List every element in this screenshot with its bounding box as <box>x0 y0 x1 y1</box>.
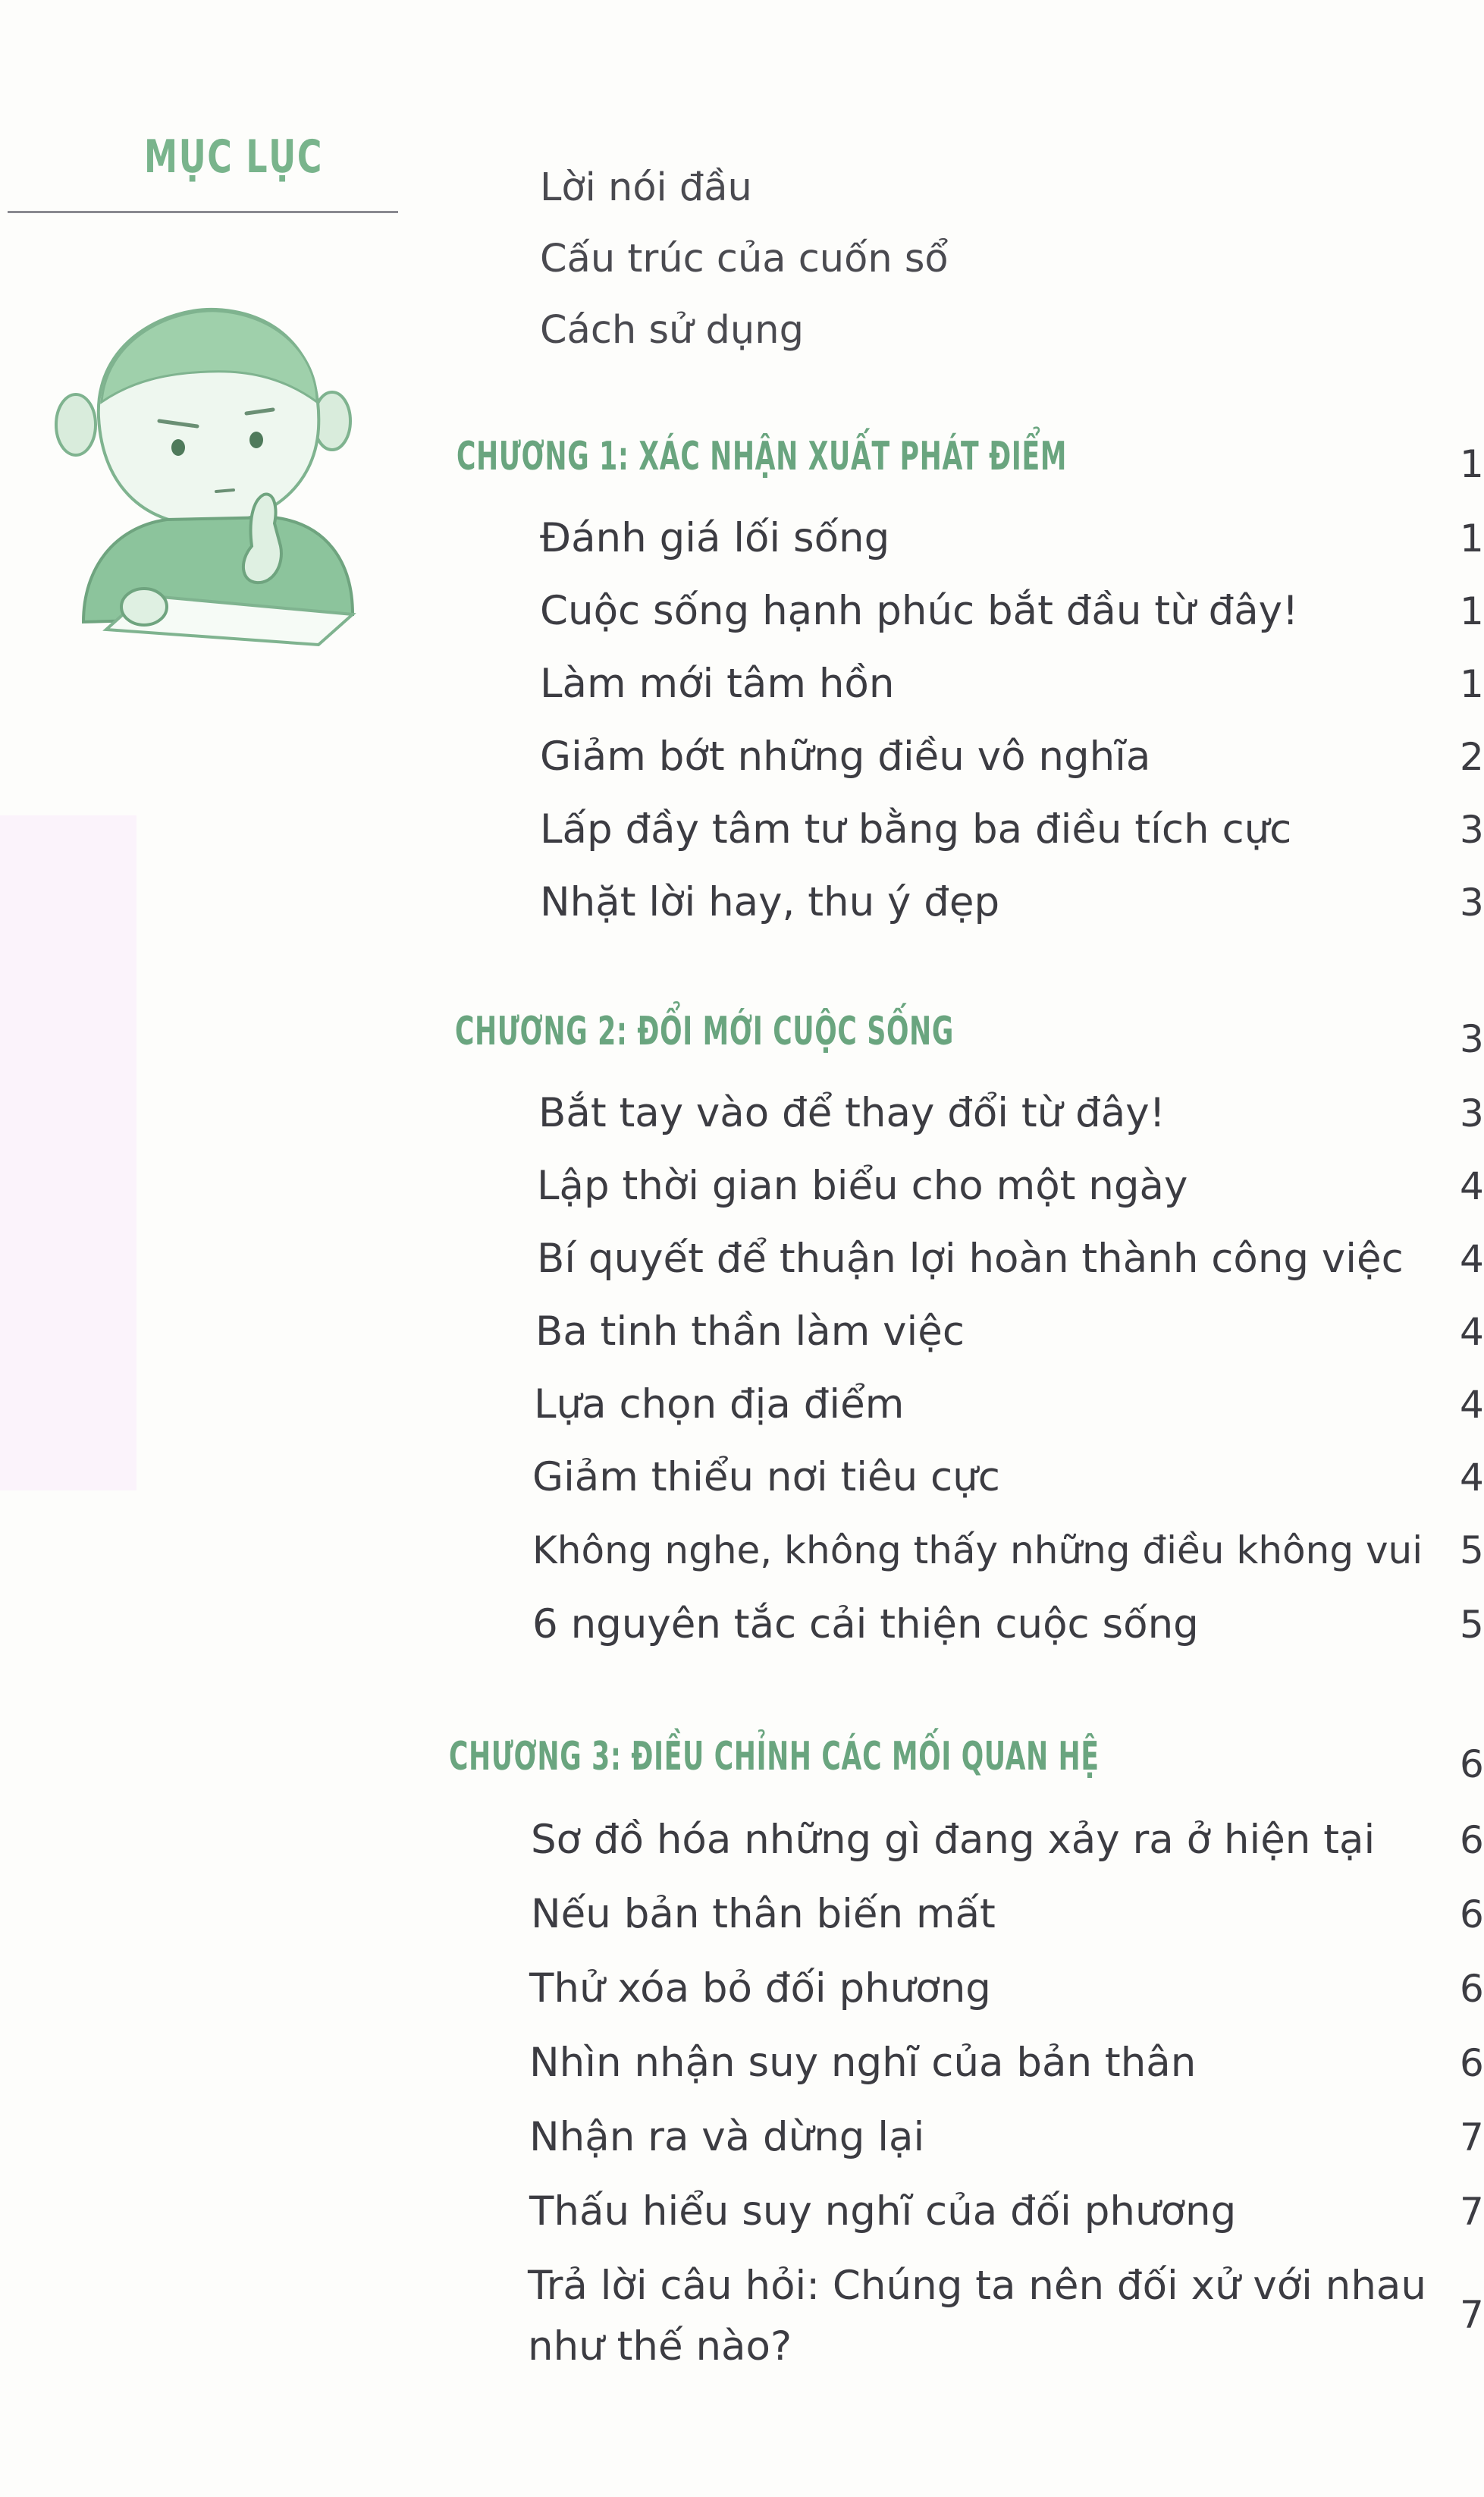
toc-entry[interactable]: Không nghe, không thấy những điều không vui <box>532 1528 1423 1572</box>
toc-entry[interactable]: Bắt tay vào để thay đổi từ đây! <box>538 1090 1166 1136</box>
toc-entry-page: 6 <box>1460 1967 1484 2011</box>
toc-entry[interactable]: Bí quyết để thuận lợi hoàn thành công việc <box>537 1236 1404 1282</box>
toc-entry[interactable]: Lấp đầy tâm tư bằng ba điều tích cực <box>540 806 1292 853</box>
chapter-3-page: 6 <box>1460 1742 1484 1786</box>
toc-title: MỤC LỤC <box>144 130 323 184</box>
toc-entry[interactable]: Thấu hiểu suy nghĩ của đối phương <box>529 2188 1237 2235</box>
chapter-2-heading[interactable]: CHƯƠNG 2: ĐỔI MỚI CUỘC SỐNG <box>455 1009 955 1054</box>
toc-entry[interactable]: Trả lời câu hỏi: Chúng ta nên đối xử với nhau như thế nào? <box>528 2263 1426 2370</box>
toc-entry-page: 6 <box>1460 1892 1484 1936</box>
toc-entry[interactable]: Sơ đồ hóa những gì đang xảy ra ở hiện tại <box>531 1817 1376 1863</box>
toc-entry[interactable]: Nếu bản thân biến mất <box>531 1891 996 1937</box>
toc-entry-page: 5 <box>1460 1603 1484 1647</box>
toc-entry-page: 3 <box>1460 881 1484 925</box>
toc-entry[interactable]: Nhìn nhận suy nghĩ của bản thân <box>529 2040 1197 2086</box>
toc-entry-structure[interactable]: Cấu trúc của cuốn sổ <box>540 237 949 281</box>
toc-entry-page: 7 <box>1460 2293 1484 2337</box>
chapter-1-page: 1 <box>1460 442 1484 486</box>
toc-entry-page: 6 <box>1460 2041 1484 2085</box>
toc-entry-preface[interactable]: Lời nói đầu <box>540 165 752 210</box>
toc-entry[interactable]: Ba tinh thần làm việc <box>535 1308 965 1355</box>
toc-entry-page: 4 <box>1460 1456 1484 1500</box>
toc-entry[interactable]: Thử xóa bỏ đối phương <box>529 1965 991 2012</box>
toc-entry-page: 4 <box>1460 1383 1484 1427</box>
toc-entry[interactable]: Nhận ra và dừng lại <box>529 2114 925 2160</box>
chapter-1-heading[interactable]: CHƯƠNG 1: XÁC NHẬN XUẤT PHÁT ĐIỂM <box>456 434 1068 479</box>
toc-entry[interactable]: Đánh giá lối sống <box>540 515 890 561</box>
toc-entry-page: 6 <box>1460 1818 1484 1862</box>
toc-entry-page: 4 <box>1460 1237 1484 1281</box>
toc-entry-page: 4 <box>1460 1164 1484 1208</box>
toc-entry-page: 1 <box>1460 662 1484 706</box>
toc-entry[interactable]: Lựa chọn địa điểm <box>534 1381 905 1428</box>
toc-entry-page: 3 <box>1460 1091 1484 1135</box>
toc-entry[interactable]: Nhặt lời hay, thu ý đẹp <box>540 879 1000 925</box>
toc-entry-page: 7 <box>1460 2115 1484 2159</box>
toc-entry[interactable]: Giảm thiểu nơi tiêu cực <box>532 1454 1000 1500</box>
toc-entry[interactable]: Giảm bớt những điều vô nghĩa <box>540 733 1151 780</box>
toc-entry-usage[interactable]: Cách sử dụng <box>540 308 804 353</box>
toc-entry-page: 4 <box>1460 1310 1484 1354</box>
toc-entry-page: 1 <box>1460 589 1484 633</box>
toc-entry[interactable]: 6 nguyên tắc cải thiện cuộc sống <box>532 1601 1199 1647</box>
chapter-3-heading[interactable]: CHƯƠNG 3: ĐIỀU CHỈNH CÁC MỐI QUAN HỆ <box>449 1734 1100 1779</box>
toc-entry-page: 2 <box>1460 735 1484 779</box>
toc-entry-page: 1 <box>1460 517 1484 561</box>
toc-entry[interactable]: Lập thời gian biểu cho một ngày <box>537 1163 1188 1209</box>
chapter-2-page: 3 <box>1460 1017 1484 1061</box>
toc-entry-page: 5 <box>1460 1528 1484 1572</box>
toc-entry[interactable]: Cuộc sống hạnh phúc bắt đầu từ đây! <box>540 588 1299 634</box>
toc-entry-page: 7 <box>1460 2190 1484 2234</box>
toc-entry[interactable]: Làm mới tâm hồn <box>540 661 895 707</box>
toc-entry-page: 3 <box>1460 808 1484 852</box>
